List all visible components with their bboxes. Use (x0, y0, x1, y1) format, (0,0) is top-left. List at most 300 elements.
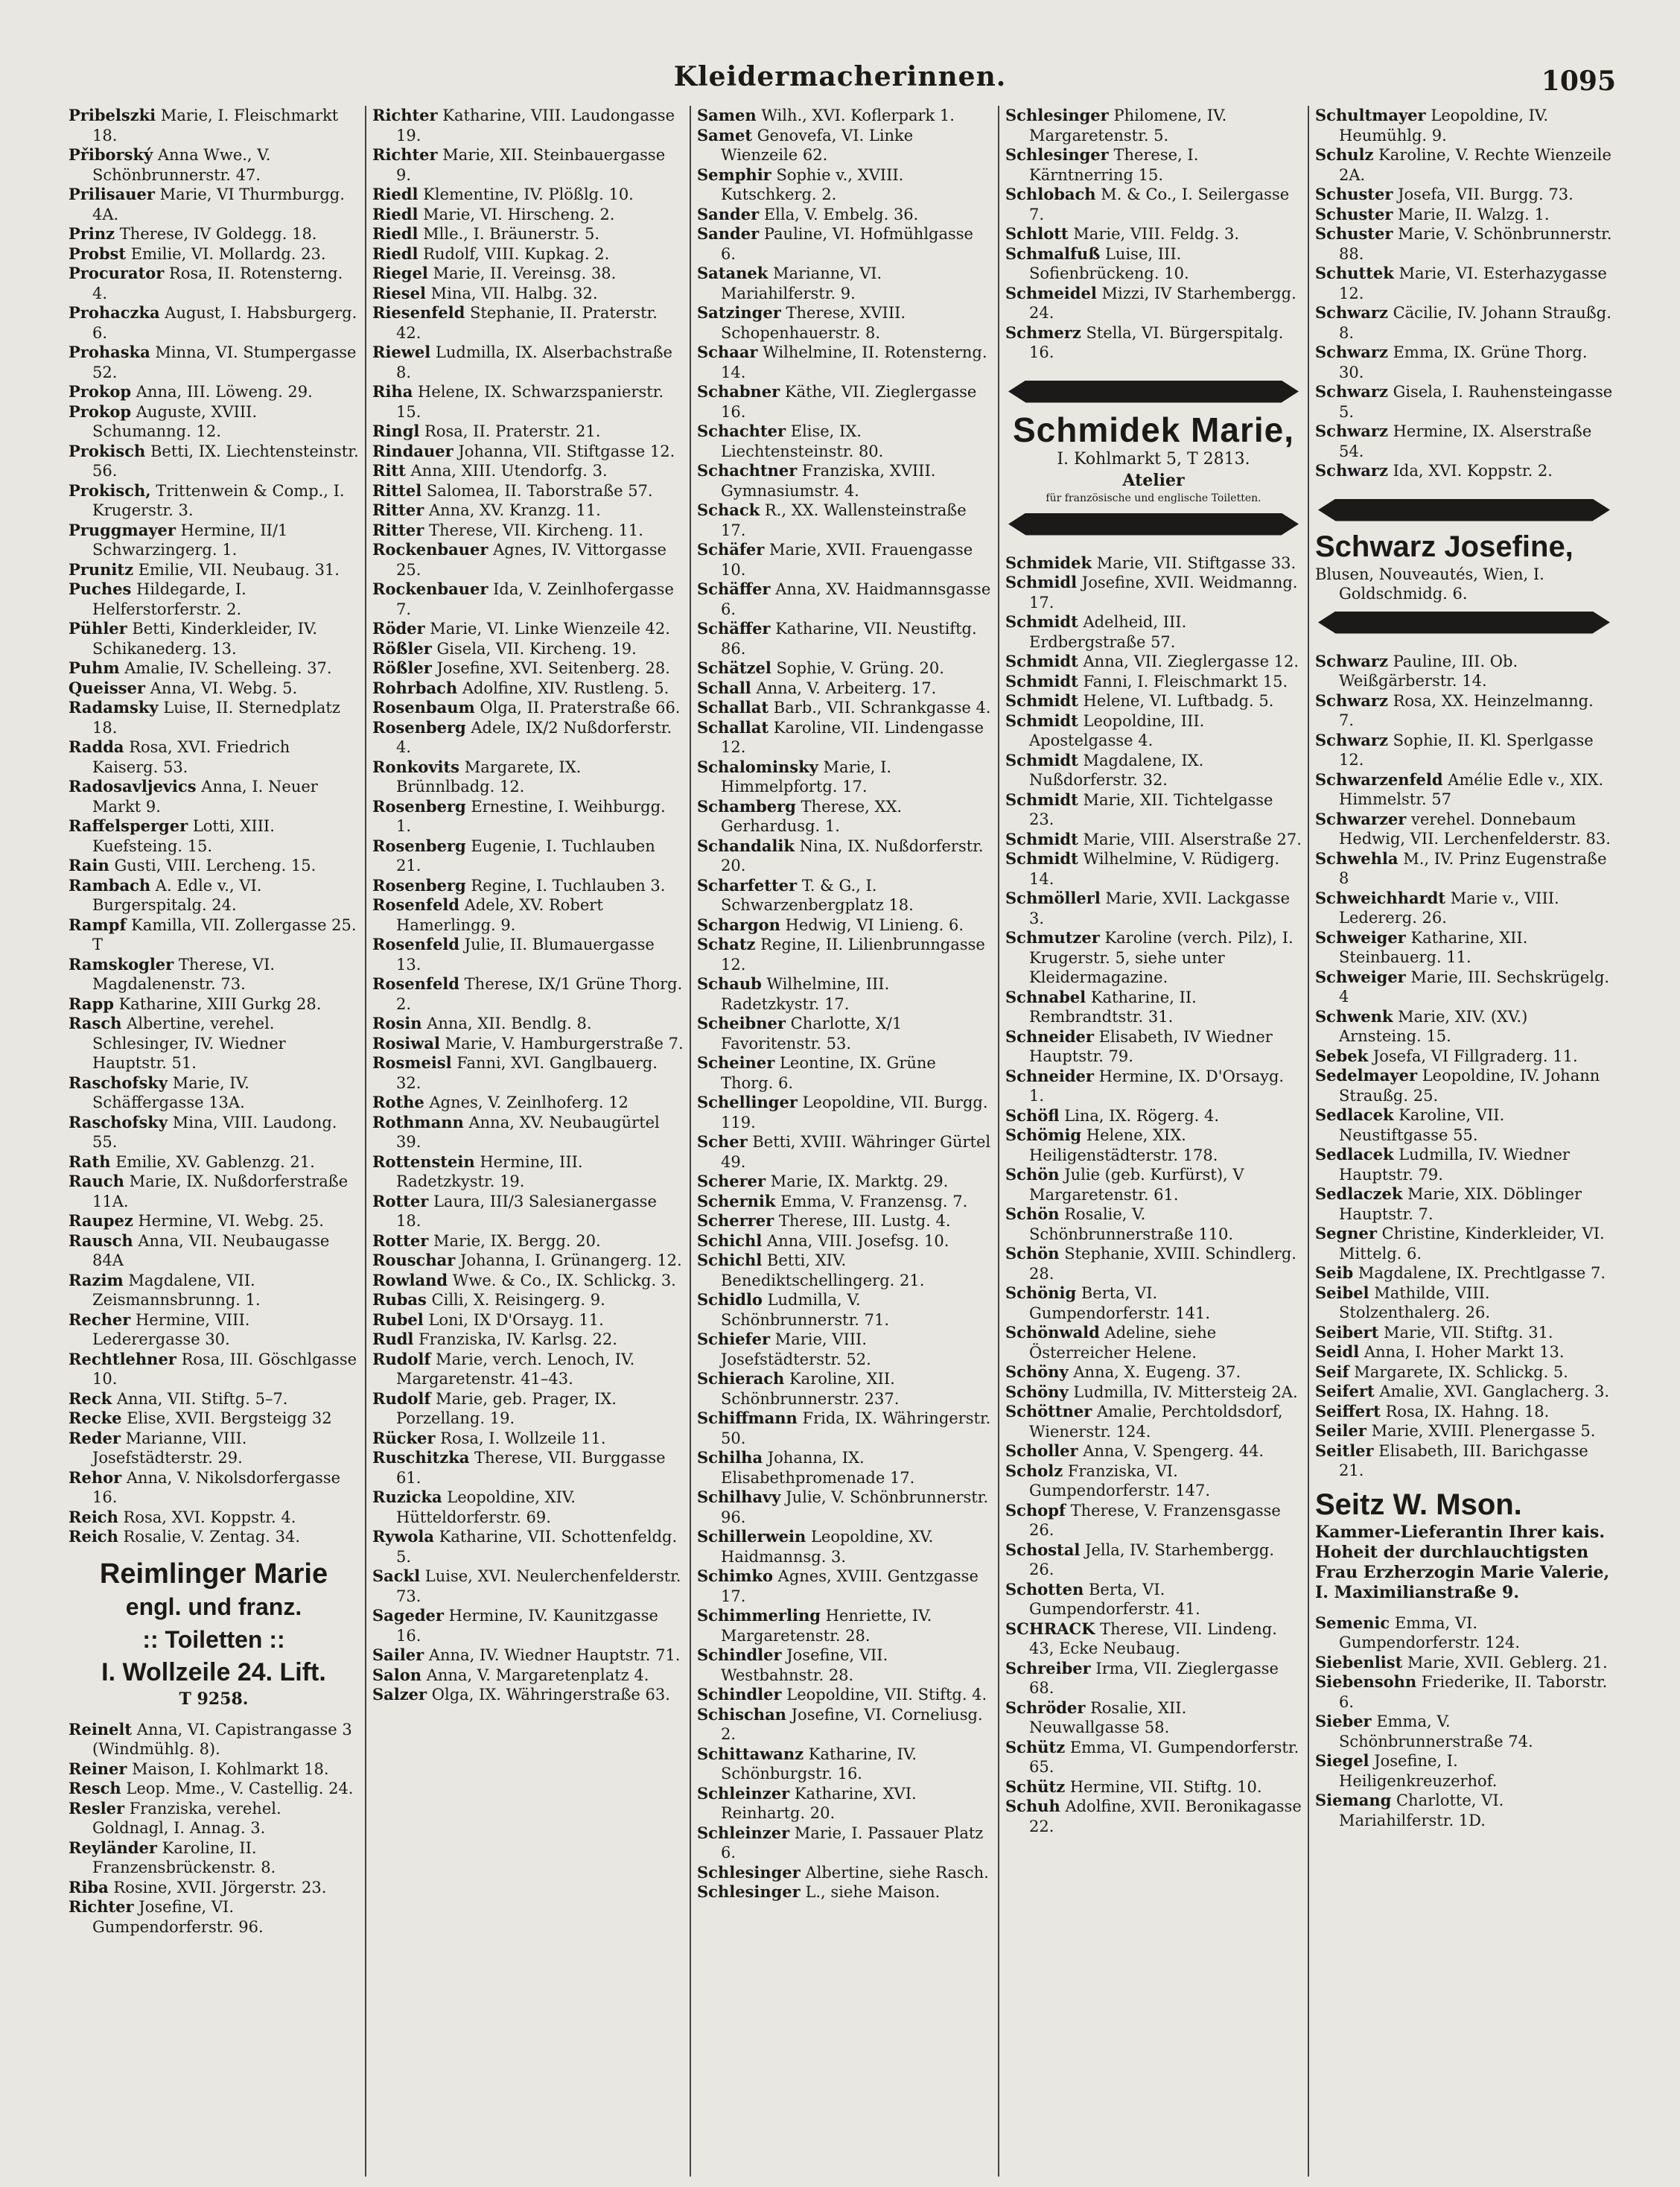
entry-details: Josefine, VI. Corneliusg. 2. (721, 1705, 983, 1743)
entry-surname: Rosenberg (372, 836, 466, 855)
entry-surname: Rößler (372, 658, 432, 677)
entry-surname: Seiler (1315, 1421, 1366, 1440)
directory-entry (1315, 264, 1613, 303)
directory-entry (697, 915, 992, 936)
directory-entry (1315, 224, 1613, 264)
column-3 (697, 106, 992, 2177)
entry-surname: Richter (372, 145, 438, 164)
entry-surname: Reich (69, 1527, 118, 1546)
entry-surname: Schmerz (1005, 323, 1081, 342)
entry-details: Amalie, Perchtoldsdorf, Wienerstr. 124. (1029, 1403, 1283, 1441)
entry-surname: Schön (1005, 1244, 1060, 1263)
entry-surname: Přiborský (69, 145, 153, 164)
entry-surname: Schön (1005, 1165, 1060, 1184)
directory-entry (69, 244, 359, 264)
entry-details: Lina, IX. Rögerg. 4. (1064, 1106, 1220, 1125)
entry-surname: Sedlacek (1315, 1105, 1394, 1124)
entry-details: Marie, VI Thurmburgg. 4A. (92, 185, 345, 223)
entry-details: Rosa, II. Rotensterng. 4. (92, 264, 343, 302)
directory-entry (1315, 691, 1613, 731)
entry-details: Helene, IX. Schwarzspanierstr. 15. (396, 383, 664, 421)
entry-details: Marie, XII. Tichtelgasse 23. (1029, 790, 1273, 828)
directory-entry (697, 1290, 992, 1330)
directory-entry (372, 501, 684, 521)
entry-details: Marie, VI. Hirscheng. 2. (423, 205, 615, 223)
ad-address: I. Wollzeile 24. Lift. (101, 1657, 326, 1686)
entry-surname: Sackl (372, 1567, 421, 1585)
entry-details: Pauline, III. Ob. Weißgärberstr. 14. (1339, 652, 1518, 690)
ad-line: engl. und franz. (125, 1593, 302, 1620)
entry-surname: Schmidt (1005, 711, 1078, 730)
entry-details: Betti, IX. Liechtensteinstr. 56. (92, 442, 359, 480)
entry-surname: Schimmerling (697, 1606, 821, 1625)
directory-entry (697, 718, 992, 758)
directory-entry (1315, 1263, 1613, 1283)
entry-surname: Schargon (697, 915, 780, 934)
entry-surname: Pühler (69, 619, 127, 638)
entry-details: Marie, VI. Esterhazygasse 12. (1339, 264, 1607, 302)
entry-details: Elisabeth, III. Barichgasse 21. (1339, 1441, 1588, 1479)
directory-entry (69, 1897, 359, 1937)
entry-surname: Rudl (372, 1330, 414, 1348)
entry-surname: Pribelszki (69, 106, 156, 124)
entry-details: Emilie, VI. Mollardg. 23. (130, 244, 326, 263)
directory-entry (1005, 1461, 1302, 1501)
entry-surname: Schleinzer (697, 1823, 790, 1842)
entry-details: Anna, XII. Bendlg. 8. (427, 1015, 592, 1032)
directory-entry (1005, 1619, 1302, 1659)
entry-surname: Radosavljevics (69, 777, 197, 796)
directory-entry (1315, 106, 1613, 145)
directory-entry (1005, 1126, 1302, 1165)
entry-surname: Schmidt (1005, 849, 1078, 868)
directory-entry (1315, 1613, 1613, 1653)
entry-surname: Schidlo (697, 1290, 763, 1309)
advertisement-schmidek (1005, 363, 1302, 553)
entry-details: Elise, XVII. Bergsteigg 32 (127, 1409, 332, 1427)
entry-details: Leopoldine, XV. Haidmannsg. 3. (721, 1528, 934, 1566)
entry-details: Käthe, VII. Zieglergasse 16. (721, 383, 977, 421)
entry-surname: Schiffmann (697, 1409, 798, 1427)
directory-entry (697, 698, 992, 718)
entry-surname: Raffelsperger (69, 816, 188, 835)
entry-surname: Seidl (1315, 1342, 1360, 1361)
directory-entry (372, 837, 684, 876)
directory-entry (697, 1882, 992, 1902)
directory-entry (372, 1310, 684, 1330)
directory-entry (1315, 422, 1613, 461)
directory-entry (69, 679, 359, 699)
entry-surname: Rottenstein (372, 1152, 475, 1171)
entry-surname: Schreiber (1005, 1658, 1091, 1677)
entry-details: Therese, III. Lustg. 4. (778, 1212, 951, 1230)
entry-surname: Schwarz (1315, 691, 1388, 710)
entry-details: Charlotte, VI. Mariahilferstr. 1D. (1339, 1791, 1504, 1829)
entry-surname: Schweichhardt (1315, 888, 1446, 907)
directory-entry (69, 1389, 359, 1409)
directory-entry (69, 1508, 359, 1528)
entry-surname: Resler (69, 1798, 125, 1818)
entry-details: Franziska, verehel. Goldnagl, I. Annag. 3. (92, 1799, 281, 1837)
directory-entry (372, 1389, 684, 1429)
entry-surname: Schleinzer (697, 1783, 790, 1803)
entry-surname: Schmidt (1005, 652, 1078, 670)
entry-details: Karoline, II. Franzensbrückenstr. 8. (92, 1838, 276, 1876)
entry-surname: Schernik (697, 1191, 776, 1210)
directory-entry (697, 876, 992, 915)
entry-details: Trittenwein & Comp., I. Krugerstr. 3. (92, 481, 345, 519)
entry-surname: Rouschar (372, 1251, 456, 1269)
directory-entry (372, 1448, 684, 1488)
directory-entry (1315, 1342, 1613, 1362)
entry-details: Anna, VII. Stiftg. 5–7. (116, 1389, 288, 1408)
directory-entry (1005, 711, 1302, 751)
entry-details: Johanna, VII. Stiftgasse 12. (458, 442, 675, 460)
entry-details: Rosa, XX. Heinzelmanng. 7. (1339, 691, 1594, 729)
directory-entry (1315, 1047, 1613, 1067)
entry-details: Marie, XVII. Frauengasse 10. (721, 541, 973, 579)
entry-surname: Schmidt (1005, 671, 1078, 691)
entry-details: Therese, IX/1 Grüne Thorg. 2. (396, 975, 683, 1013)
directory-entry (372, 935, 684, 974)
entry-surname: Ritter (372, 520, 424, 539)
entry-surname: Schopf (1005, 1500, 1066, 1520)
entry-details: Berta, VI. Gumpendorferstr. 41. (1029, 1580, 1200, 1618)
entry-details: Emilie, XV. Gablenzg. 21. (115, 1152, 315, 1171)
entry-surname: Rockenbauer (372, 540, 489, 559)
entry-details: Anna, V. Spengerg. 44. (1083, 1442, 1264, 1460)
entry-surname: Rubas (372, 1290, 427, 1309)
directory-entry (1005, 790, 1302, 830)
entry-details: Anna, VII. Neubaugasse 84A (92, 1231, 330, 1269)
entry-surname: Sander (697, 224, 760, 243)
entry-details: Hermine, VI. Webg. 25. (138, 1212, 324, 1230)
entry-details: Anna, XV. Haidmannsgasse 6. (721, 580, 991, 618)
entry-details: Katharine, XVI. Reinhartg. 20. (721, 1784, 917, 1822)
directory-entry (697, 1784, 992, 1823)
entry-surname: Schweiger (1315, 927, 1406, 947)
entry-details: Anna, VIII. Josefsg. 10. (766, 1231, 949, 1250)
entry-surname: Sieber (1315, 1712, 1372, 1730)
entry-surname: Schindler (697, 1645, 782, 1664)
entry-details: Anna, V. Arbeiterg. 17. (756, 679, 937, 697)
entry-details: Leopoldine, VII. Stiftg. 4. (786, 1686, 987, 1704)
entry-details: Eugenie, I. Tuchlauben 21. (396, 837, 655, 875)
entry-details: Adeline, siehe Österreicher Helene. (1029, 1324, 1217, 1362)
entry-details: Stella, VI. Bürgerspitalg. 16. (1029, 323, 1284, 361)
entry-details: Marie, geb. Prager, IX. Porzellang. 19. (396, 1389, 617, 1427)
directory-entry (697, 1211, 992, 1231)
directory-entry (372, 145, 684, 185)
entry-details: Genovefa, VI. Linke Wienzeile 62. (721, 126, 914, 164)
directory-entry (1315, 343, 1613, 382)
directory-entry (372, 481, 684, 501)
entry-surname: Sedelmayer (1315, 1066, 1418, 1085)
directory-entry (1005, 1165, 1302, 1204)
entry-surname: Schnabel (1005, 987, 1086, 1006)
entry-details: Rosa, I. Wollzeile 11. (440, 1429, 606, 1447)
entry-surname: Prinz (69, 224, 115, 243)
entry-details: Marie, IX. Bergg. 20. (433, 1231, 601, 1250)
entry-details: Loni, IX D'Orsayg. 11. (428, 1310, 604, 1329)
entry-details: Anna, I. Neuer Markt 9. (92, 778, 318, 816)
directory-entry (1005, 1106, 1302, 1126)
entry-details: L., siehe Maison. (805, 1883, 941, 1901)
directory-entry (697, 1053, 992, 1093)
directory-entry (697, 658, 992, 679)
entry-surname: Schwarz (1315, 422, 1388, 440)
directory-entry (697, 1685, 992, 1705)
entry-surname: Sageder (372, 1606, 444, 1625)
entry-details: Therese, VI. Magdalenenstr. 73. (92, 955, 276, 993)
directory-entry (697, 205, 992, 225)
entry-details: Barb., VII. Schrankgasse 4. (773, 699, 991, 717)
entry-surname: Ringl (372, 422, 420, 440)
directory-entry (1005, 145, 1302, 185)
entry-details: Hermine, IX. Alserstraße 54. (1339, 422, 1592, 460)
directory-entry (69, 382, 359, 402)
directory-entry (372, 974, 684, 1014)
entry-surname: Schilhavy (697, 1488, 781, 1506)
directory-entry (372, 1645, 684, 1666)
entry-surname: Schäffer (697, 619, 771, 638)
entry-details: Sophie v., XVIII. Kutschkerg. 2. (721, 165, 904, 203)
entry-details: Marie, II. Vereinsg. 38. (433, 264, 617, 282)
entry-surname: Reinelt (69, 1719, 133, 1739)
directory-entry (69, 777, 359, 816)
entry-surname: Scher (697, 1132, 748, 1151)
entry-surname: Rausch (69, 1231, 133, 1250)
entry-details: Therese, VII. Lindeng. 43, Ecke Neubaug. (1029, 1619, 1277, 1657)
directory-entry (1315, 1791, 1613, 1830)
entry-details: Auguste, XVIII. Schumanng. 12. (92, 402, 258, 440)
entry-details: Josefine, XVI. Seitenberg. 28. (436, 659, 670, 677)
column-5 (1315, 106, 1613, 2177)
entry-surname: Schmidek (1005, 553, 1092, 572)
ad-line: Kammer-Lieferantin Ihrer kais. Hoheit der durchlauchtigsten Frau Erzherzogin Marie Valerie, I. Maximilianstraße 9. (1315, 1522, 1610, 1602)
directory-entry (697, 106, 992, 126)
entry-surname: Schmidt (1005, 790, 1078, 809)
directory-entry (697, 422, 992, 461)
directory-entry (1005, 849, 1302, 889)
entry-surname: Schneider (1005, 1026, 1094, 1046)
directory-entry (1005, 672, 1302, 692)
directory-entry (372, 422, 684, 442)
entry-surname: Schmalfuß (1005, 244, 1101, 263)
directory-entry (1005, 1501, 1302, 1540)
entry-surname: Schichl (697, 1231, 763, 1250)
entry-surname: Schmöllerl (1005, 889, 1101, 907)
entry-surname: Rosenberg (372, 717, 466, 737)
entry-details: Klementine, IV. Plößlg. 10. (423, 185, 634, 203)
entry-details: Hermine, VII. Stiftg. 10. (1069, 1777, 1262, 1796)
entry-details: Marie, XVII. Lackgasse 3. (1029, 889, 1291, 927)
entry-details: Amélie Edle v., XIX. Himmelstr. 57 (1339, 770, 1604, 808)
directory-entry (1315, 382, 1613, 422)
entry-surname: Schmidt (1005, 750, 1078, 769)
directory-entry (1315, 1402, 1613, 1422)
entry-details: Charlotte, X/1 Favoritenstr. 53. (721, 1015, 903, 1053)
entry-surname: Recher (69, 1310, 131, 1329)
entry-details: Emma, V. Schönbrunnerstraße 74. (1339, 1713, 1533, 1750)
directory-entry (69, 619, 359, 658)
directory-entry (1315, 889, 1613, 928)
entry-details: Marie, I. Himmelpfortg. 17. (721, 758, 892, 796)
entry-surname: Schischan (697, 1704, 786, 1724)
directory-entry (372, 442, 684, 462)
entry-surname: Schatz (697, 935, 756, 953)
directory-entry (372, 1034, 684, 1054)
entry-details: Katharine, VII. Schottenfeldg. 5. (396, 1528, 678, 1566)
entry-surname: Radda (69, 737, 124, 756)
entry-surname: Pruggmayer (69, 520, 176, 539)
column-divider (998, 106, 999, 2177)
entry-surname: Schuster (1315, 224, 1393, 243)
entry-details: Marie, VII. Stiftgasse 33. (1096, 553, 1296, 572)
entry-surname: Schandalik (697, 836, 795, 855)
entry-surname: Procurator (69, 264, 165, 282)
entry-surname: Rockenbauer (372, 580, 489, 598)
entry-surname: Schachtner (697, 461, 798, 480)
entry-surname: Schwehla (1315, 848, 1399, 868)
entry-surname: Schmutzer (1005, 928, 1100, 947)
directory-entry (372, 619, 684, 639)
entry-details: Christine, Kinderkleider, VI. Mittelg. 6. (1339, 1225, 1605, 1263)
entry-surname: Schultmayer (1315, 106, 1426, 124)
directory-entry (1005, 612, 1302, 652)
ad-phone: T 9258. (179, 1689, 249, 1709)
directory-entry (69, 303, 359, 343)
entry-details: Rosa, II. Praterstr. 21. (424, 422, 601, 440)
entry-details: Agnes, V. Zeinlhoferg. 12 (429, 1094, 629, 1111)
column-1 (69, 106, 359, 2177)
directory-entry (69, 1720, 359, 1759)
directory-entry (1005, 284, 1302, 323)
directory-entry (69, 1073, 359, 1113)
directory-entry (1005, 1441, 1302, 1461)
directory-entry (1315, 810, 1613, 849)
directory-entry (697, 382, 992, 422)
entry-surname: Rosin (372, 1014, 422, 1032)
directory-entry (697, 1093, 992, 1132)
entry-details: Therese, XVIII. Schopenhauerstr. 8. (721, 304, 906, 342)
entry-surname: Schallat (697, 698, 769, 717)
entry-surname: SCHRACK (1005, 1619, 1095, 1638)
entry-surname: Schall (697, 678, 751, 697)
entry-surname: Seib (1315, 1263, 1354, 1282)
directory-entry (697, 1132, 992, 1172)
directory-entry (697, 1369, 992, 1409)
directory-entry (1005, 244, 1302, 284)
entry-details: Marie, XIX. Döblinger Hauptstr. 7. (1339, 1185, 1582, 1223)
directory-entry (1315, 461, 1613, 481)
entry-details: Therese, IV Goldegg. 18. (119, 225, 317, 243)
entry-surname: Scheiner (697, 1053, 775, 1072)
entry-surname: Sedlacek (1315, 1145, 1394, 1164)
directory-entry (697, 1251, 992, 1290)
directory-entry (697, 1606, 992, 1645)
entry-surname: Rosenberg (372, 875, 466, 895)
directory-entry (1315, 1362, 1613, 1383)
directory-entry (1005, 1402, 1302, 1441)
entry-surname: Schabner (697, 382, 780, 401)
directory-entry (69, 1468, 359, 1508)
directory-entry (69, 955, 359, 994)
entry-details: Johanna, IX. Elisabethpromenade 17. (721, 1449, 915, 1487)
directory-entry (1315, 1066, 1613, 1105)
advertisement-reimlinger (69, 1547, 359, 1720)
directory-entry (372, 658, 684, 679)
entry-surname: Seif (1315, 1362, 1349, 1381)
entry-surname: Prilisauer (69, 185, 155, 203)
entry-surname: Ritt (372, 461, 406, 480)
entry-surname: Ramskogler (69, 954, 174, 974)
directory-entry (372, 1113, 684, 1152)
directory-entry (372, 1093, 684, 1113)
directory-entry (1005, 988, 1302, 1027)
entry-surname: Siegel (1315, 1751, 1369, 1770)
entry-surname: Puhm (69, 658, 120, 677)
entry-details: Emma, IX. Grüne Thorg. 30. (1339, 343, 1588, 381)
directory-entry (372, 758, 684, 797)
entry-details: Magdalene, IX. Nußdorferstr. 32. (1029, 751, 1204, 789)
entry-surname: Schachter (697, 422, 786, 440)
entry-details: Marie, XVII. Geblerg. 21. (1407, 1653, 1608, 1672)
entry-details: Josefine, XVII. Weidmanng. 17. (1029, 574, 1298, 612)
directory-entry (372, 718, 684, 758)
entry-surname: Schaar (697, 343, 758, 361)
entry-surname: Reder (69, 1428, 121, 1447)
directory-entry (69, 343, 359, 382)
directory-entry (697, 461, 992, 501)
directory-entry (69, 1409, 359, 1429)
entry-details: Luise, II. Sternedplatz 18. (92, 699, 340, 737)
entry-details: Katharine, VII. Neustiftg. 86. (721, 620, 977, 658)
entry-surname: Schwarz (1315, 461, 1388, 480)
directory-entry (372, 1152, 684, 1192)
entry-surname: Schamberg (697, 796, 796, 816)
directory-entry (1315, 1382, 1613, 1402)
entry-surname: Riha (372, 382, 413, 401)
directory-entry (1315, 731, 1613, 770)
directory-entry (1315, 1672, 1613, 1712)
directory-entry (1005, 830, 1302, 850)
column-divider (1308, 106, 1309, 2177)
entry-details: Karoline, XII. Schönbrunnerstr. 237. (721, 1370, 900, 1408)
entry-surname: Rudolf (372, 1349, 431, 1368)
entry-details: Anna, VII. Zieglergasse 12. (1083, 653, 1299, 670)
entry-surname: Schlott (1005, 224, 1069, 243)
entry-surname: Rittel (372, 480, 422, 500)
entry-surname: Riedl (372, 185, 419, 203)
entry-surname: Schwarz (1315, 303, 1388, 322)
directory-entry (697, 580, 992, 619)
directory-entry (372, 303, 684, 343)
entry-details: verehel. Donnebaum Hedwig, VII. Lerchenfelderstr. 83. (1339, 810, 1611, 848)
directory-entry (1315, 185, 1613, 205)
entry-surname: Schütz (1005, 1737, 1066, 1756)
entry-details: Marie, VIII. Josefstädterstr. 52. (721, 1330, 871, 1368)
entry-details: Marie, IX. Nußdorferstraße 11A. (92, 1172, 349, 1210)
entry-details: Anna, VI. Capistrangasse 3 (Windmühlg. 8). (92, 1720, 352, 1758)
entry-details: Mizzi, IV Starhembergg. 24. (1029, 284, 1296, 322)
directory-entry (697, 974, 992, 1014)
entry-surname: Sander (697, 204, 760, 223)
entry-surname: Schmidt (1005, 691, 1078, 710)
entry-surname: Radamsky (69, 698, 159, 717)
entry-surname: Ronkovits (372, 757, 459, 776)
entry-details: Laura, III/3 Salesianergasse 18. (396, 1192, 657, 1230)
